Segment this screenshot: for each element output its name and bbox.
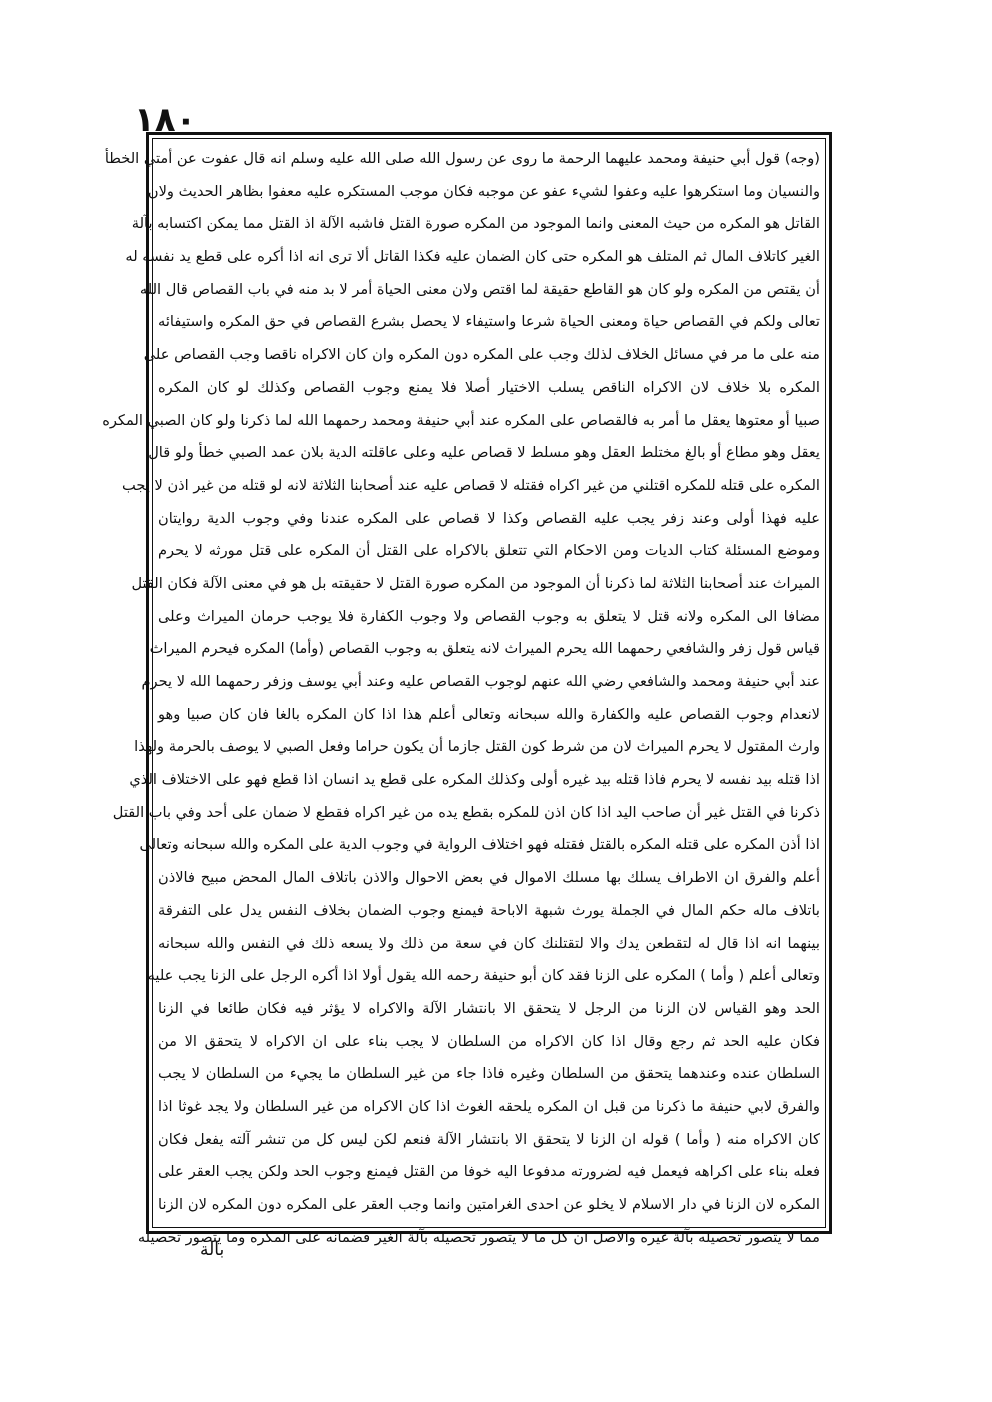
text-line: اذا قتله بيد نفسه لا يحرم فاذا قتله بيد غيره أولى وكذلك المكره على قطع يد انسان اذا قطع فهو على الاختلاف الذي [129,771,820,789]
text-line: وارث المقتول لا يحرم الميراث لان من شرط كون القتل جازما أن يكون حراما وفعل الصبي لا يوصف بالحرمة ولهذا [134,738,820,756]
text-line: والفرق لابي حنيفة ما ذكرنا من قبل ان المكره يلحقه الغوث اذا كان الاكراه من غير السلطان ولا يجد غوثا اذا [158,1097,820,1115]
text-line: (وجه) قول أبي حنيفة ومحمد عليهما الرحمة ما روى عن رسول الله صلى الله عليه وسلم انه قال عفوت عن أمتي الخطأ [104,150,820,167]
text-line: وموضع المسئلة كتاب الديات ومن الاحكام التي تتعلق بالاكراه على القتل أن المكره على قتل مورثه لا يحرم [158,542,820,560]
text-line: يعقل وهو مطاع أو بالغ مختلط العقل وهو مسلط لا قصاص عليه وعلى عاقلته الدية بلان عمد الصبي خطأ ولو قال [148,444,820,462]
text-line: اذا أذن المكره على قتله المكره بالقتل فقتله فهو اختلاف الرواية في وجوب الدية على المكره والله سبحانه وتعالى [139,836,820,854]
text-line: ذكرنا في القتل غير أن صاحب اليد اذا كان اذن للمكره بقطع يده من غير اكراه فقطع لا ضمان على أحد وفي باب القتل [112,803,820,821]
text-line: القاتل هو المكره من حيث المعنى وانما الموجود من المكره صورة القتل فاشبه الآلة اذ القتل مما يمكن اكتسابه بآلة [131,215,820,233]
text-line: المكره بلا خلاف لان الاكراه الناقص يسلب الاختيار أصلا فلا يمنع وجوب القصاص وكذلك لو كان المكره [158,378,820,396]
text-line: فعله بناء على اكراهه فيعمل فيه لضرورته مدفوعا اليه خوفا من القتل فيمنع وجوب الحد ولكن يجب العقر على [158,1163,820,1181]
text-line: فكان عليه الحد ثم رجع وقال اذا كان الاكراه من السلطان لا يجب بناء على ان الاكراه لا يتحقق الا من [158,1032,820,1050]
text-line: المكره لان الزنا في دار الاسلام لا يخلو عن احدى الغرامتين وانما وجب العقر على المكره دون المكره لان الزنا [158,1196,820,1213]
text-line: والنسيان وما استكرهوا عليه وعفوا لشيء عفو عن موجبه فكان موجب المستكره عليه معفوا بظاهر الحديث ولان [147,182,820,200]
page-number: ١٨٠ [134,100,197,140]
text-line: المكره على قتله للمكره اقتلني من غير اكراه فقتله لا قصاص عليه عند أصحابنا الثلاثة لانه لو قتله من غير اذن لا يجب [122,476,820,494]
text-line: باتلاف ماله حكم المال في الجملة يورث شبهة الاباحة فيمنع وجوب الضمان بخلاف النفس يدل على التفرقة [158,901,820,919]
text-line: السلطان عنده وعندهما يتحقق من السلطان وغيره فاذا جاء من غير السلطان ما يجيء من السلطان لا يجب [158,1065,820,1083]
text-line: تعالى ولكم في القصاص حياة ومعنى الحياة شرعا واستيفاء لا يحصل بشرع القصاص في حق المكره واستيفائه [158,313,820,331]
text-line: مضافا الى المكره ولانه قتل لا يتعلق به وجوب القصاص ولا وجوب الكفارة فلا يوجب حرمان الميراث وعلى [158,607,820,625]
text-line: أن يقتص من المكره ولو كان هو القاطع حقيقة لما اقتص ولان معنى الحياة أمر لا بد منه في باب القصاص قال الله [139,280,820,298]
text-line: صبيا أو معتوها يعقل ما أمر به فالقصاص على المكره عند أبي حنيفة ومحمد رحمهما الله لما ذكرنا ولو كان الصبي المكره [102,411,820,429]
text-line: بينهما انه اذا قال له لتقطعن يدك والا لتقتلنك كان في سعة من ذلك ولا يسعه ذلك في النفس والله سبحانه [158,934,820,952]
text-line: مما لا يتصور تحصيله بآلة غيره والاصل ان كل ما لا يتصور تحصيله بآلة الغير فضمانه على المكره وما يتصور تحصيله [137,1228,820,1246]
text-line: كان الاكراه منه ( وأما ) قوله ان الزنا لا يتحقق الا بانتشار الآلة فنعم لكن ليس كل من تنشر آلته يفعل فكان [158,1130,820,1148]
text-line: عند أبي حنيفة ومحمد والشافعي رضي الله عنهم لوجوب القصاص عليه وعند أبي يوسف وزفر رحمهما الله لا يحرم [141,673,820,690]
text-line: عليه فهذا أولى وعند زفر يجب عليه القصاص وكذا لا قصاص على المكره عندنا وفي وجوب الدية روايتان [158,509,820,527]
text-line: أعلم والفرق ان الاطراف يسلك بها مسلك الاموال في بعض الاحوال والاذن باتلاف المال المحض مبيح فالاذن [158,869,820,887]
text-line: لانعدام وجوب القصاص عليه والكفارة والله سبحانه وتعالى أعلم هذا اذا كان المكره بالغا فان كان صبيا وهو [158,705,820,723]
text-line: الميراث عند أصحابنا الثلاثة لما ذكرنا أن الموجود من المكره صورة القتل لا حقيقته بل هو في معنى الآلة فكان القتل [131,574,820,592]
text-line: الحد وهو القياس لان الزنا من الرجل لا يتحقق الا بانتشار الآلة والاكراه لا يؤثر فيه فكان طائعا في الزنا [158,999,820,1017]
text-line: وتعالى أعلم ( وأما ) المكره على الزنا فقد كان أبو حنيفة رحمه الله يقول أولا اذا أكره الرجل على الزنا يجب عليه [147,967,820,985]
text-line: قياس قول زفر والشافعي رحمهما الله يحرم الميراث لانه يتعلق به وجوب القصاص (وأما) المكره فيحرم الميراث [149,640,820,658]
catchword: بالة [200,1240,225,1260]
text-line: الغير كاتلاف المال ثم المتلف هو المكره حتى كان الضمان عليه فكذا القاتل ألا ترى انه اذا أكره على قطع يد نفسه له [125,248,820,266]
text-line: منه على ما مر في مسائل الخلاف لذلك وجب على المكره دون المكره وان كان الاكراه ناقصا وجب القصاص على [143,346,820,364]
main-text [102,143,820,1246]
